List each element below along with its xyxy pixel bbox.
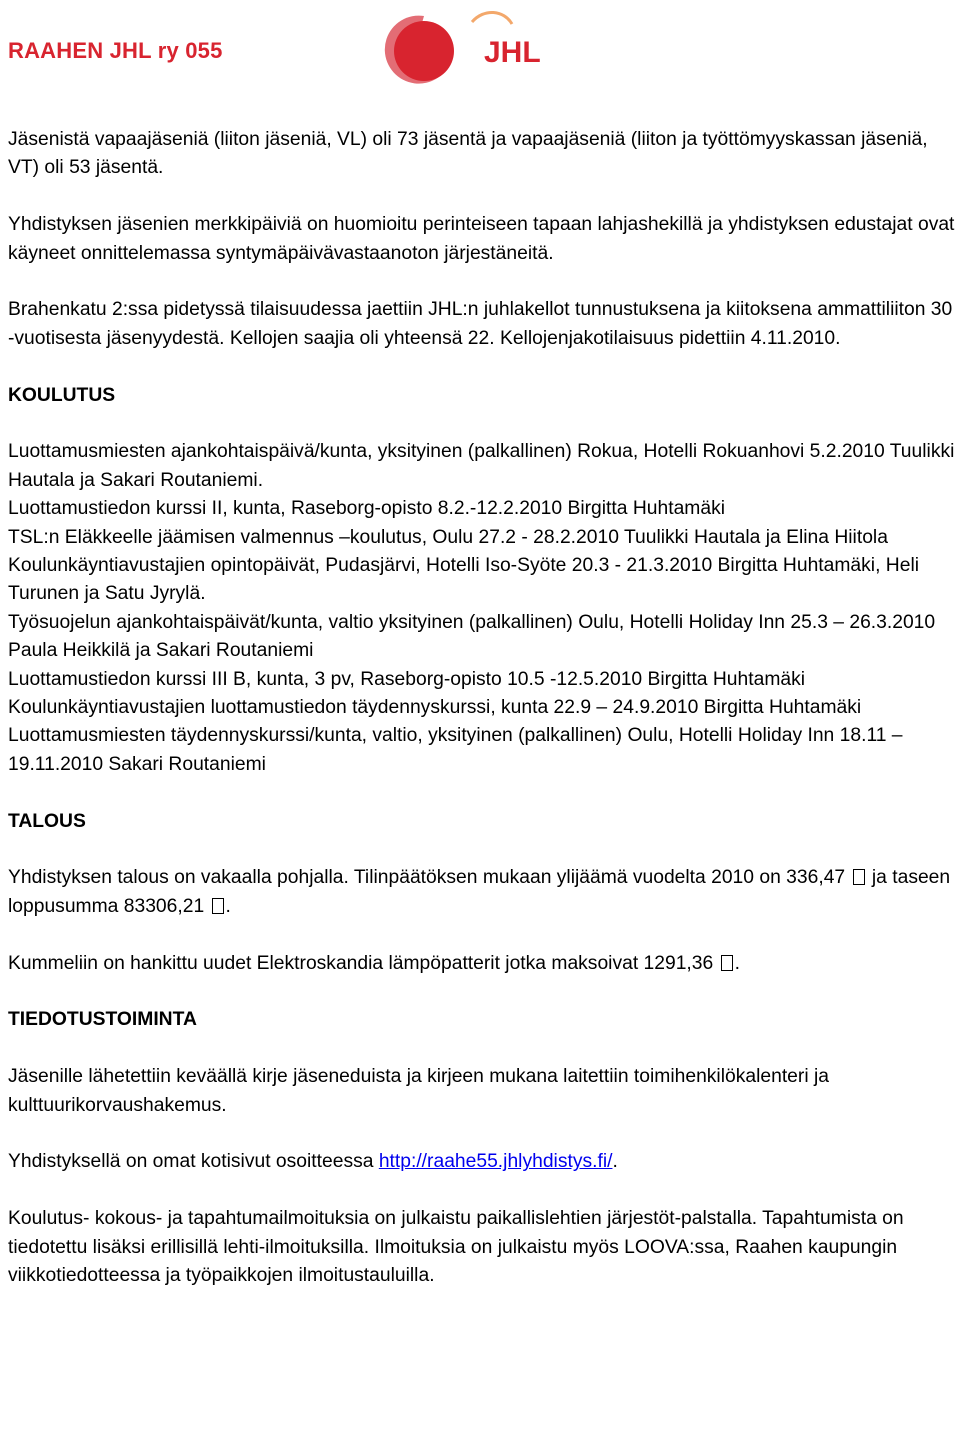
euro-icon bbox=[212, 898, 224, 914]
radiators-end: . bbox=[734, 952, 740, 974]
training-item: Työsuojelun ajankohtaispäivät/kunta, valtio yksityinen (palkallinen) Oulu, Hotelli Holiday Inn 25.3 – 26.3.2010 Paula Heikkilä ja Sakari Routaniemi bbox=[8, 611, 936, 662]
tiedotus-heading: TIEDOTUSTOIMINTA bbox=[8, 1009, 197, 1031]
website-text: Yhdistyksellä on omat kotisivut osoitteessa bbox=[8, 1151, 379, 1173]
document-body bbox=[8, 126, 960, 1290]
talous-heading: TALOUS bbox=[8, 810, 86, 832]
clocks-paragraph: Brahenkatu 2:ssa pidetyssä tilaisuudessa jaettiin JHL:n juhlakellot tunnustuksena ja kiitoksena ammattiliiton 30 -vuotisesta jäsenyydestä. Kellojen saajia oli yhteensä 22. Kellojenjakotilaisuus pidettiin 4.11.2010. bbox=[8, 299, 953, 349]
website-end: . bbox=[612, 1151, 618, 1173]
training-item: Luottamustiedon kurssi II, kunta, Raseborg-opisto 8.2.-12.2.2010 Birgitta Huhtamäki bbox=[8, 498, 726, 520]
website-link[interactable]: http://raahe55.jhlyhdistys.fi/ bbox=[378, 1151, 613, 1173]
training-item: Luottamusmiesten täydennyskurssi/kunta, valtio, yksityinen (palkallinen) Oulu, Hotelli Holiday Inn 18.11 – 19.11.2010 Sakari Routaniemi bbox=[8, 725, 903, 775]
euro-icon bbox=[853, 869, 865, 885]
euro-icon bbox=[721, 955, 733, 971]
finance-text-2: ja taseen loppusumma 83306,21 bbox=[8, 867, 951, 917]
birthdays-paragraph: Yhdistyksen jäsenien merkkipäiviä on huomioitu perinteiseen tapaan lahjashekillä ja yhdistyksen edustajat ovat käyneet onnittelemassa syntymäpäivävastaanoton järjestäneitä. bbox=[8, 214, 955, 264]
announcements-paragraph: Koulutus- kokous- ja tapahtumailmoituksia on julkaistu paikallislehtien järjestöt-palstalla. Tapahtumista on tiedotettu lisäksi erillisillä lehti-ilmoituksilla. Ilmoituksia on julkaistu myös LOOVA:ssa, Raahen kaupungin viikkotiedotteessa ja työpaikkojen ilmoitustauluilla. bbox=[8, 1208, 904, 1287]
radiators-paragraph bbox=[8, 950, 960, 978]
members-paragraph: Jäsenistä vapaajäseniä (liiton jäseniä, VL) oli 73 jäsentä ja vapaajäseniä (liiton ja työttömyyskassan jäseniä, VT) oli 53 jäsentä. bbox=[8, 129, 928, 179]
website-paragraph bbox=[8, 1148, 960, 1176]
finance-paragraph bbox=[8, 864, 960, 921]
training-item: Luottamusmiesten ajankohtaispäivä/kunta, yksityinen (palkallinen) Rokua, Hotelli Rokuanhovi 5.2.2010 Tuulikki Hautala ja Sakari Routaniemi. bbox=[8, 441, 955, 491]
training-item: Koulunkäyntiavustajien opintopäivät, Pudasjärvi, Hotelli Iso-Syöte 20.3 - 21.3.2010 Birgitta Huhtamäki, Heli Turunen ja Satu Jyrylä. bbox=[8, 555, 920, 605]
finance-text-1: Yhdistyksen talous on vakaalla pohjalla. Tilinpäätöksen mukaan ylijäämä vuodelta 2010 on 336,47 bbox=[8, 867, 846, 889]
logo-text: JHL bbox=[484, 36, 541, 69]
finance-text-3: . bbox=[225, 895, 231, 917]
letter-paragraph: Jäsenille lähetettiin keväällä kirje jäseneduista ja kirjeen mukana laitettiin toimihenkilökalenteri ja kulttuurikorvaushakemus. bbox=[8, 1066, 829, 1116]
jhl-logo bbox=[376, 4, 566, 94]
training-item: Koulunkäyntiavustajien luottamustiedon täydennyskurssi, kunta 22.9 – 24.9.2010 Birgitta Huhtamäki bbox=[8, 697, 862, 719]
radiators-text: Kummeliin on hankittu uudet Elektroskandia lämpöpatterit jotka maksoivat 1291,36 bbox=[8, 952, 714, 974]
training-item: Luottamustiedon kurssi III B, kunta, 3 pv, Raseborg-opisto 10.5 -12.5.2010 Birgitta Huhtamäki bbox=[8, 668, 806, 690]
organization-title: RAAHEN JHL ry 055 bbox=[8, 38, 223, 63]
training-item: TSL:n Eläkkeelle jäämisen valmennus –koulutus, Oulu 27.2 - 28.2.2010 Tuulikki Hautala ja Elina Hiitola bbox=[8, 526, 888, 548]
koulutus-heading: KOULUTUS bbox=[8, 384, 116, 406]
